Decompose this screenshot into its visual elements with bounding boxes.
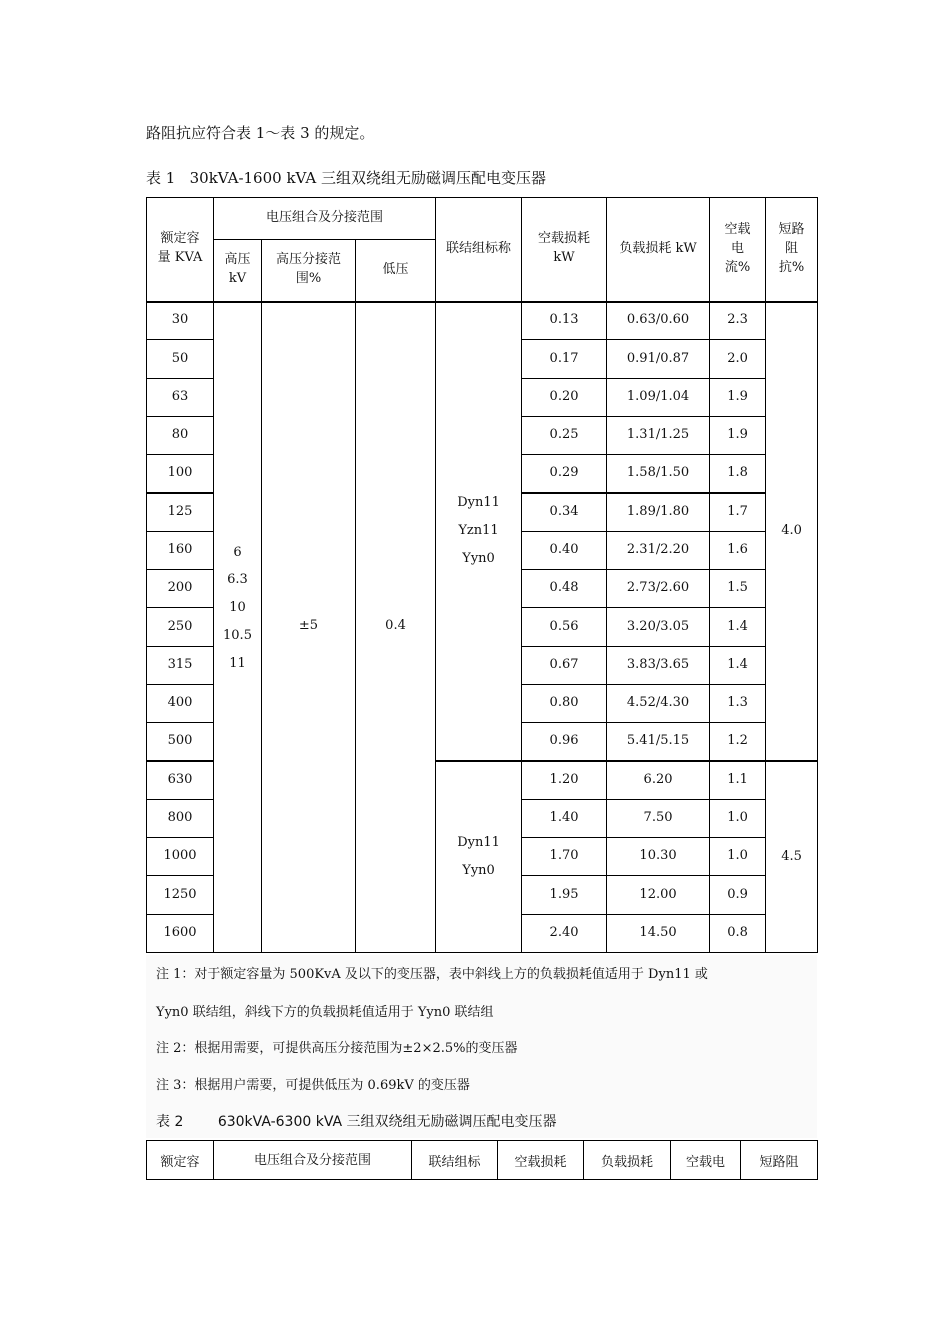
no-load-current-cell: 1.2 [710,723,766,761]
header-rated-capacity: 额定容量 KVA [147,198,214,302]
table1-caption [146,167,546,188]
table2-header-no-load-loss: 空载损耗 [498,1141,584,1180]
no-load-current-cell: 1.0 [710,838,766,876]
capacity-cell: 630 [147,761,214,799]
header-short-circuit: 短路阻抗% [766,198,818,302]
table2-caption-text: 630kVA-6300 kVA 三组双绕组无励磁调压配电变压器 [217,1114,557,1130]
no-load-current-cell: 1.8 [710,455,766,493]
connection-label: Dyn11 [457,834,500,850]
note-1: 注 1：对于额定容量为 500KvA 及以下的变压器，表中斜线上方的负载损耗值适用于 Dyn11 或 [156,967,708,982]
load-loss-cell: 10.30 [607,838,710,876]
table1-caption-range: 30kVA-1600 kVA [189,169,317,187]
table2-header-connection: 联结组标 [412,1141,498,1180]
hv-value: 10.5 [223,628,252,644]
table2-caption [156,1111,557,1131]
load-loss-cell: 0.63/0.60 [607,302,710,340]
no-load-current-cell: 1.4 [710,646,766,684]
load-loss-cell: 3.20/3.05 [607,608,710,646]
load-loss-cell: 5.41/5.15 [607,723,710,761]
no-load-loss-cell: 0.17 [522,340,607,378]
no-load-loss-cell: 0.56 [522,608,607,646]
no-load-loss-cell: 0.48 [522,570,607,608]
no-load-loss-cell: 1.95 [522,876,607,914]
table-row [147,302,818,340]
no-load-loss-cell: 0.67 [522,646,607,684]
connection-group-b-cell [436,761,522,952]
no-load-current-cell: 1.7 [710,493,766,531]
no-load-loss-cell: 1.20 [522,761,607,799]
no-load-current-cell: 0.9 [710,876,766,914]
capacity-cell: 100 [147,455,214,493]
no-load-loss-cell: 0.96 [522,723,607,761]
table1 [146,197,818,953]
hv-value: 6.3 [227,572,248,588]
no-load-current-cell: 1.4 [710,608,766,646]
capacity-cell: 50 [147,340,214,378]
capacity-cell: 400 [147,684,214,722]
hv-values-cell [214,302,262,953]
no-load-current-cell: 1.1 [710,761,766,799]
capacity-cell: 30 [147,302,214,340]
no-load-loss-cell: 0.40 [522,531,607,569]
table2-header-load-loss: 负载损耗 [584,1141,671,1180]
no-load-loss-cell: 0.80 [522,684,607,722]
table2-header-short-circuit: 短路阻 [741,1141,818,1180]
table2-header-no-load-current: 空载电 [671,1141,741,1180]
no-load-loss-cell: 0.34 [522,493,607,531]
capacity-cell: 125 [147,493,214,531]
no-load-loss-cell: 1.70 [522,838,607,876]
hv-value: 11 [229,655,246,671]
capacity-cell: 200 [147,570,214,608]
load-loss-cell: 2.73/2.60 [607,570,710,608]
load-loss-cell: 3.83/3.65 [607,646,710,684]
note-2: 注 2：根据用需要，可提供高压分接范围为±2×2.5%的变压器 [156,1041,518,1056]
no-load-loss-cell: 0.13 [522,302,607,340]
header-lv: 低压 [356,240,436,302]
hv-value: 10 [229,600,246,616]
lv-cell [356,302,436,953]
load-loss-cell: 7.50 [607,799,710,837]
header-load-loss: 负载损耗 kW [607,198,710,302]
load-loss-cell: 1.89/1.80 [607,493,710,531]
impedance-group-a-cell: 4.0 [766,302,818,762]
no-load-current-cell: 1.9 [710,416,766,454]
load-loss-cell: 12.00 [607,876,710,914]
load-loss-cell: 1.58/1.50 [607,455,710,493]
capacity-cell: 250 [147,608,214,646]
no-load-current-cell: 1.9 [710,378,766,416]
connection-label: Yyn0 [462,550,495,566]
capacity-cell: 800 [147,799,214,837]
header-voltage-group: 电压组合及分接范围 [214,198,436,240]
hv-tap-value: ±5 [298,617,319,633]
no-load-current-cell: 1.3 [710,684,766,722]
note-3: 注 3：根据用户需要，可提供低压为 0.69kV 的变压器 [156,1078,470,1093]
no-load-loss-cell: 1.40 [522,799,607,837]
impedance-group-b-cell: 4.5 [766,761,818,952]
capacity-cell: 1000 [147,838,214,876]
capacity-cell: 80 [147,416,214,454]
load-loss-cell: 4.52/4.30 [607,684,710,722]
table2 [146,1140,818,1180]
connection-label: Yyn0 [462,862,495,878]
header-connection: 联结组标称 [436,198,522,302]
load-loss-cell: 2.31/2.20 [607,531,710,569]
table2-header-rated-capacity: 额定容 [147,1141,214,1180]
load-loss-cell: 14.50 [607,914,710,952]
table2-header-voltage-group: 电压组合及分接范围 [214,1141,412,1180]
notes-panel [146,955,817,1138]
hv-value: 6 [233,544,242,560]
table1-caption-rest: 三组双绕组无励磁调压配电变压器 [320,169,546,187]
capacity-cell: 1600 [147,914,214,952]
header-hv: 高压 kV [214,240,262,302]
intro-text: 路阻抗应符合表 1～表 3 的规定。 [146,124,375,142]
lv-value: 0.4 [385,617,406,633]
no-load-loss-cell: 2.40 [522,914,607,952]
load-loss-cell: 1.31/1.25 [607,416,710,454]
hv-tap-cell [262,302,356,953]
no-load-current-cell: 2.0 [710,340,766,378]
capacity-cell: 160 [147,531,214,569]
no-load-loss-cell: 0.29 [522,455,607,493]
no-load-current-cell: 1.6 [710,531,766,569]
no-load-current-cell: 2.3 [710,302,766,340]
capacity-cell: 315 [147,646,214,684]
connection-label: Dyn11 [457,495,500,511]
load-loss-cell: 6.20 [607,761,710,799]
table2-caption-num: 表 2 [156,1114,184,1130]
capacity-cell: 500 [147,723,214,761]
connection-label: Yzn11 [458,522,499,538]
header-no-load-loss: 空载损耗 kW [522,198,607,302]
connection-group-a-cell [436,302,522,762]
header-no-load-current: 空载电流% [710,198,766,302]
capacity-cell: 1250 [147,876,214,914]
note-1-continued: Yyn0 联结组，斜线下方的负载损耗值适用于 Yyn0 联结组 [156,1005,494,1020]
header-hv-tap: 高压分接范围% [262,240,356,302]
table1-caption-num: 表 1 [146,169,176,187]
capacity-cell: 63 [147,378,214,416]
no-load-current-cell: 0.8 [710,914,766,952]
load-loss-cell: 0.91/0.87 [607,340,710,378]
no-load-loss-cell: 0.20 [522,378,607,416]
no-load-current-cell: 1.0 [710,799,766,837]
no-load-loss-cell: 0.25 [522,416,607,454]
no-load-current-cell: 1.5 [710,570,766,608]
load-loss-cell: 1.09/1.04 [607,378,710,416]
